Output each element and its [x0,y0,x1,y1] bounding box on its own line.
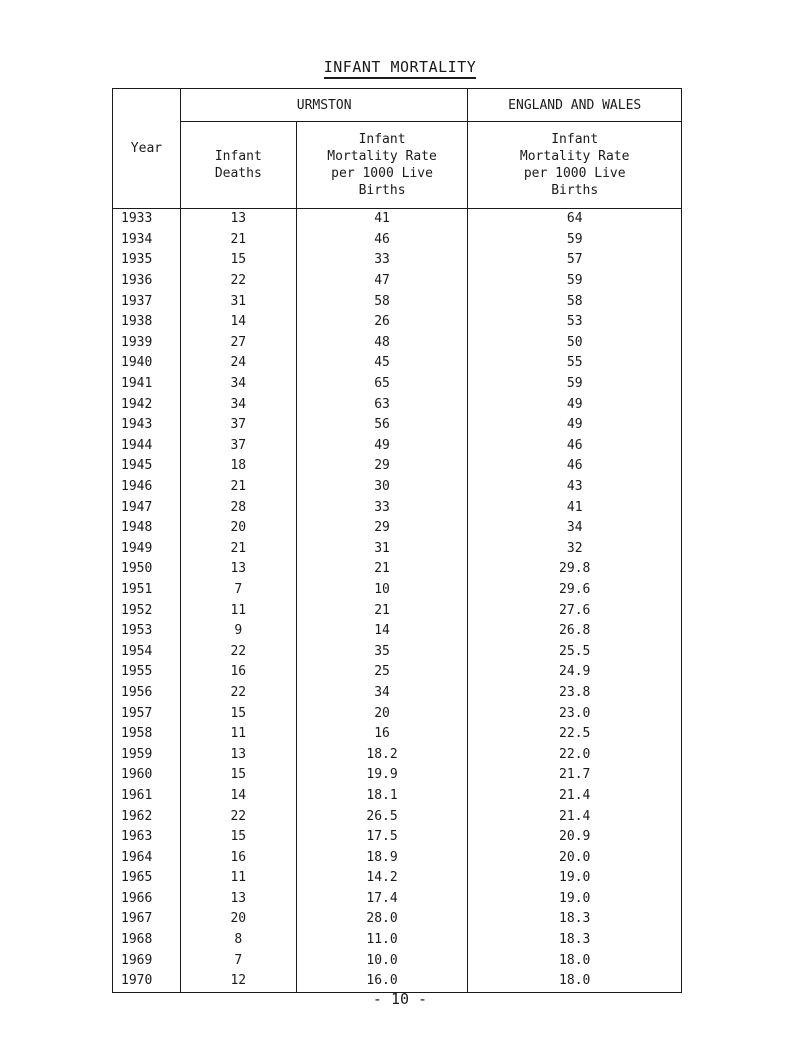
deaths-cell: 22 [180,271,296,292]
deaths-cell: 21 [180,539,296,560]
year-cell: 1958 [113,724,181,745]
header-sub-row [113,122,682,209]
year-cell: 1948 [113,518,181,539]
urmston-rate-cell: 33 [296,497,468,518]
table-row [113,374,682,395]
urmston-rate-cell: 19.9 [296,765,468,786]
urmston-rate-cell: 21 [296,600,468,621]
urmston-rate-cell: 34 [296,683,468,704]
england-wales-rate-cell: 27.6 [468,600,682,621]
table-row [113,580,682,601]
year-cell: 1957 [113,703,181,724]
england-wales-rate-cell: 50 [468,333,682,354]
year-cell: 1951 [113,580,181,601]
england-wales-rate-cell: 57 [468,250,682,271]
deaths-cell: 13 [180,889,296,910]
urmston-rate-cell: 11.0 [296,930,468,951]
england-wales-rate-cell: 21.7 [468,765,682,786]
england-wales-rate-cell: 53 [468,312,682,333]
urmston-rate-cell: 18.2 [296,744,468,765]
table-row [113,477,682,498]
table-row [113,889,682,910]
england-wales-rate-header-line: Births [551,183,599,198]
page-number: - 10 - [372,990,428,1008]
table-row [113,394,682,415]
urmston-rate-cell: 58 [296,291,468,312]
deaths-cell: 27 [180,333,296,354]
england-wales-rate-cell: 21.4 [468,786,682,807]
urmston-rate-header-line: Mortality Rate [327,149,437,164]
year-cell: 1967 [113,909,181,930]
table-row [113,971,682,992]
urmston-rate-cell: 16 [296,724,468,745]
england-wales-rate-cell: 24.9 [468,662,682,683]
england-wales-rate-header-line: Infant [551,132,599,147]
england-wales-rate-cell: 26.8 [468,621,682,642]
england-wales-rate-cell: 43 [468,477,682,498]
england-wales-rate-cell: 21.4 [468,806,682,827]
table-row [113,291,682,312]
deaths-cell: 11 [180,724,296,745]
deaths-cell: 31 [180,291,296,312]
deaths-cell: 11 [180,600,296,621]
urmston-rate-cell: 29 [296,518,468,539]
urmston-rate-cell: 28.0 [296,909,468,930]
england-wales-rate-cell: 46 [468,456,682,477]
urmston-rate-header [296,122,468,209]
england-wales-rate-cell: 22.5 [468,724,682,745]
table-row [113,744,682,765]
deaths-cell: 18 [180,456,296,477]
table-row [113,930,682,951]
urmston-rate-cell: 49 [296,436,468,457]
urmston-rate-cell: 47 [296,271,468,292]
table-row [113,950,682,971]
urmston-rate-cell: 41 [296,209,468,230]
england-wales-rate-cell: 18.3 [468,909,682,930]
england-wales-rate-header [468,122,682,209]
urmston-rate-cell: 26.5 [296,806,468,827]
urmston-rate-cell: 31 [296,539,468,560]
deaths-cell: 20 [180,518,296,539]
year-cell: 1959 [113,744,181,765]
year-cell: 1955 [113,662,181,683]
year-cell: 1966 [113,889,181,910]
year-cell: 1969 [113,950,181,971]
england-wales-rate-cell: 19.0 [468,868,682,889]
table-row [113,497,682,518]
urmston-rate-cell: 20 [296,703,468,724]
urmston-rate-cell: 35 [296,641,468,662]
deaths-cell: 13 [180,559,296,580]
year-cell: 1968 [113,930,181,951]
infant-deaths-header-line: Deaths [214,166,262,181]
england-wales-rate-cell: 59 [468,271,682,292]
deaths-cell: 15 [180,703,296,724]
year-cell: 1945 [113,456,181,477]
urmston-rate-cell: 14.2 [296,868,468,889]
urmston-rate-cell: 46 [296,230,468,251]
deaths-cell: 21 [180,477,296,498]
england-wales-rate-cell: 32 [468,539,682,560]
table-row [113,724,682,745]
table-row [113,621,682,642]
year-cell: 1936 [113,271,181,292]
year-cell: 1938 [113,312,181,333]
urmston-rate-cell: 18.9 [296,847,468,868]
year-header: Year [113,89,181,209]
year-cell: 1943 [113,415,181,436]
england-wales-rate-cell: 22.0 [468,744,682,765]
table-row [113,333,682,354]
table-row [113,518,682,539]
table-row [113,436,682,457]
urmston-rate-cell: 14 [296,621,468,642]
england-wales-rate-cell: 59 [468,374,682,395]
year-cell: 1941 [113,374,181,395]
deaths-cell: 13 [180,209,296,230]
urmston-rate-cell: 18.1 [296,786,468,807]
deaths-cell: 21 [180,230,296,251]
england-wales-rate-header-line: Mortality Rate [519,149,630,164]
year-cell: 1956 [113,683,181,704]
table-row [113,230,682,251]
urmston-rate-cell: 17.5 [296,827,468,848]
table-row [113,353,682,374]
year-cell: 1970 [113,971,181,992]
table-row [113,765,682,786]
table-row [113,456,682,477]
urmston-rate-cell: 65 [296,374,468,395]
urmston-rate-cell: 30 [296,477,468,498]
table-row [113,683,682,704]
page-title [0,58,800,76]
table-header [113,89,682,209]
deaths-cell: 22 [180,683,296,704]
table-row [113,539,682,560]
table-body [113,209,682,993]
deaths-cell: 37 [180,415,296,436]
urmston-rate-cell: 10.0 [296,950,468,971]
deaths-cell: 13 [180,744,296,765]
header-group-row [113,89,682,122]
england-wales-rate-cell: 20.0 [468,847,682,868]
england-wales-rate-cell: 49 [468,394,682,415]
year-cell: 1949 [113,539,181,560]
year-cell: 1939 [113,333,181,354]
page-title-text: INFANT MORTALITY [324,58,477,79]
england-wales-rate-cell: 23.0 [468,703,682,724]
year-cell: 1950 [113,559,181,580]
england-wales-rate-cell: 34 [468,518,682,539]
england-wales-rate-cell: 25.5 [468,641,682,662]
deaths-cell: 7 [180,950,296,971]
table-row [113,909,682,930]
table-row [113,847,682,868]
deaths-cell: 9 [180,621,296,642]
urmston-rate-header-line: Births [358,183,406,198]
year-cell: 1965 [113,868,181,889]
year-cell: 1934 [113,230,181,251]
table-row [113,641,682,662]
urmston-rate-cell: 25 [296,662,468,683]
england-wales-rate-cell: 18.3 [468,930,682,951]
urmston-rate-cell: 45 [296,353,468,374]
deaths-cell: 22 [180,806,296,827]
year-cell: 1960 [113,765,181,786]
year-cell: 1935 [113,250,181,271]
deaths-cell: 34 [180,374,296,395]
england-wales-rate-cell: 23.8 [468,683,682,704]
table-row [113,559,682,580]
table-row [113,806,682,827]
table-row [113,312,682,333]
deaths-cell: 11 [180,868,296,889]
urmston-rate-cell: 26 [296,312,468,333]
table-row [113,250,682,271]
urmston-rate-cell: 29 [296,456,468,477]
england-wales-rate-header-line: per 1000 Live [523,166,626,181]
urmston-rate-cell: 17.4 [296,889,468,910]
year-cell: 1947 [113,497,181,518]
england-wales-rate-cell: 49 [468,415,682,436]
year-cell: 1954 [113,641,181,662]
deaths-cell: 12 [180,971,296,992]
year-cell: 1940 [113,353,181,374]
england-wales-rate-cell: 18.0 [468,950,682,971]
year-cell: 1933 [113,209,181,230]
deaths-cell: 15 [180,250,296,271]
table-row [113,271,682,292]
england-wales-rate-cell: 64 [468,209,682,230]
infant-deaths-header-line: Infant [214,149,262,164]
urmston-rate-cell: 21 [296,559,468,580]
table-row [113,827,682,848]
infant-deaths-header [180,122,296,209]
year-cell: 1964 [113,847,181,868]
england-wales-rate-cell: 58 [468,291,682,312]
england-wales-rate-cell: 29.6 [468,580,682,601]
deaths-cell: 34 [180,394,296,415]
england-wales-rate-cell: 41 [468,497,682,518]
deaths-cell: 37 [180,436,296,457]
table-row [113,786,682,807]
deaths-cell: 24 [180,353,296,374]
urmston-rate-cell: 10 [296,580,468,601]
deaths-cell: 15 [180,765,296,786]
urmston-rate-cell: 33 [296,250,468,271]
year-cell: 1946 [113,477,181,498]
deaths-cell: 8 [180,930,296,951]
year-cell: 1952 [113,600,181,621]
deaths-cell: 16 [180,662,296,683]
year-cell: 1961 [113,786,181,807]
urmston-rate-cell: 16.0 [296,971,468,992]
year-cell: 1944 [113,436,181,457]
urmston-header: URMSTON [180,89,468,122]
table-row [113,209,682,230]
year-cell: 1942 [113,394,181,415]
deaths-cell: 16 [180,847,296,868]
england-wales-header: ENGLAND AND WALES [468,89,682,122]
deaths-cell: 20 [180,909,296,930]
year-cell: 1953 [113,621,181,642]
england-wales-rate-cell: 19.0 [468,889,682,910]
england-wales-rate-cell: 59 [468,230,682,251]
table-row [113,600,682,621]
england-wales-rate-cell: 29.8 [468,559,682,580]
urmston-rate-cell: 48 [296,333,468,354]
urmston-rate-header-line: per 1000 Live [331,166,433,181]
table-row [113,662,682,683]
table-row [113,868,682,889]
deaths-cell: 22 [180,641,296,662]
year-cell: 1963 [113,827,181,848]
deaths-cell: 14 [180,312,296,333]
england-wales-rate-cell: 18.0 [468,971,682,992]
table-row [113,703,682,724]
deaths-cell: 15 [180,827,296,848]
infant-mortality-table [112,88,682,993]
deaths-cell: 28 [180,497,296,518]
deaths-cell: 7 [180,580,296,601]
year-cell: 1937 [113,291,181,312]
england-wales-rate-cell: 46 [468,436,682,457]
england-wales-rate-cell: 20.9 [468,827,682,848]
england-wales-rate-cell: 55 [468,353,682,374]
urmston-rate-cell: 56 [296,415,468,436]
year-cell: 1962 [113,806,181,827]
urmston-rate-header-line: Infant [358,132,406,147]
urmston-rate-cell: 63 [296,394,468,415]
table-row [113,415,682,436]
deaths-cell: 14 [180,786,296,807]
